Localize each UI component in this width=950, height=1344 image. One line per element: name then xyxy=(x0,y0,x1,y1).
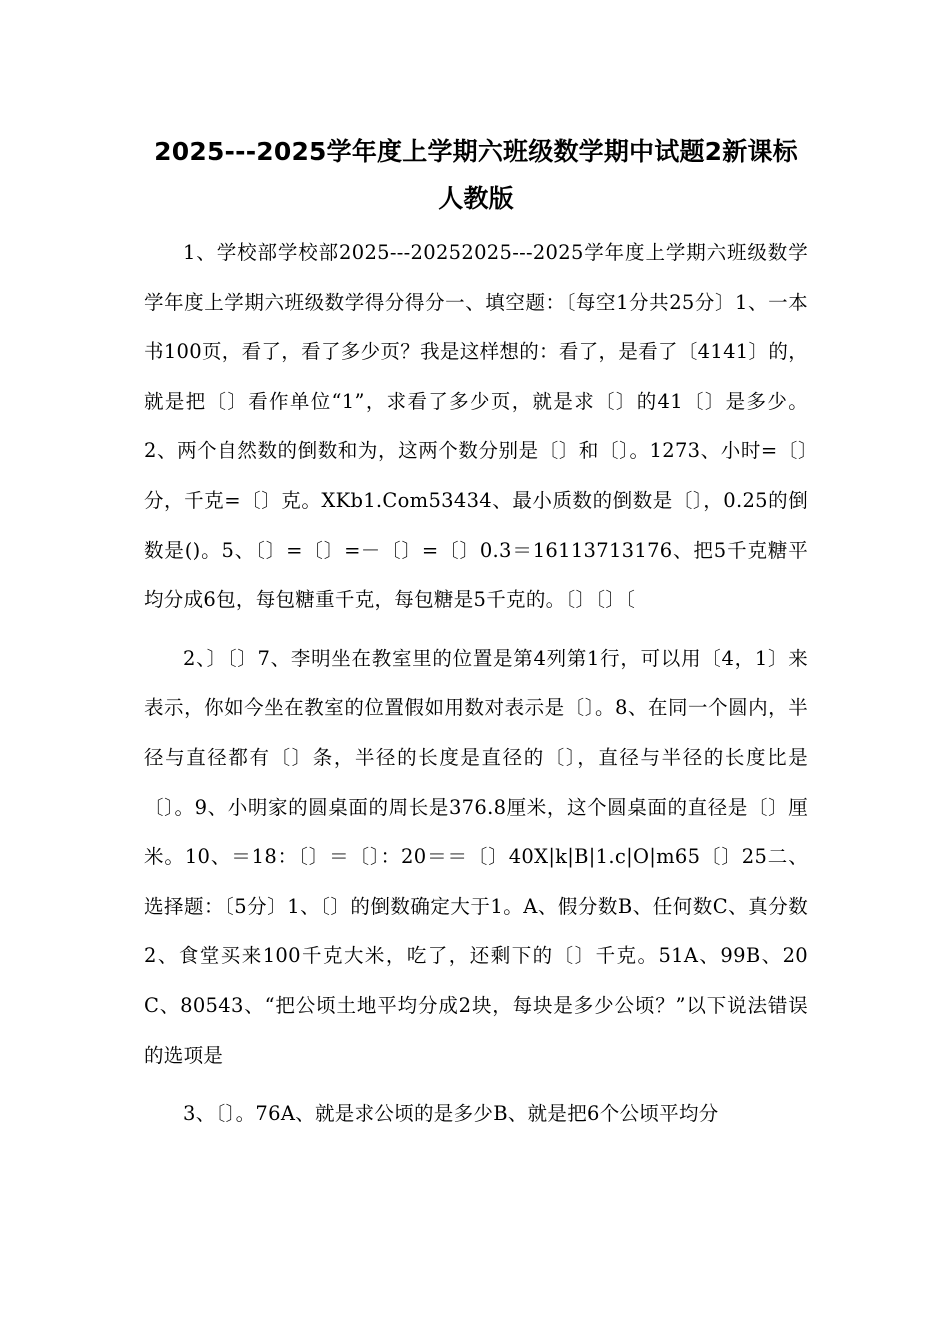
paragraph-2: 2、〕〔〕7、李明坐在教室里的位置是第4列第1行，可以用〔4，1〕来表示，你如今坐在教室的位置假如用数对表示是〔〕。8、在同一个圆内，半径与直径都有〔〕条，半径的长度是直径的〔〕，直径与半径的长度比是〔〕。9、小明家的圆桌面的周长是376.8厘米，这个圆桌面的直径是〔〕厘米。10、＝18：〔〕＝〔〕：20＝＝〔〕40X|k|B|1.c|O|m65〔〕25二、选择题：〔5分〕1、〔〕的倒数确定大于1。A、假分数B、任何数C、真分数2、食堂买来100千克大米，吃了，还剩下的〔〕千克。51A、99B、20C、80543、“把公顷土地平均分成2块，每块是多少公顷？”以下说法错误的选项是 xyxy=(144,646,808,1067)
paragraph-1: 1、学校部学校部2025---20252025---2025学年度上学期六班级数学学年度上学期六班级数学得分得分一、填空题：〔每空1分共25分〕1、一本书100页，看了，看了多少页？我是这样想的：看了，是看了〔4141〕的，就是把〔〕看作单位“1”，求看了多少页，就是求〔〕的41〔〕是多少。2、两个自然数的倒数和为，这两个数分别是〔〕和〔〕。1273、小时=〔〕分，千克=〔〕克。XKb1.Com53434、最小质数的倒数是〔〕，0.25的倒数是()。5、〔〕=〔〕=－〔〕=〔〕0.3＝16113713176、把5千克糖平均分成6包，每包糖重千克，每包糖是5千克的。〔〕〔〕〔 xyxy=(144,241,808,612)
document-title: 2025---2025学年度上学期六班级数学期中试题2新课标人教版 xyxy=(154,137,798,213)
paragraph-3: 3、〔〕。76A、就是求公顷的是多少B、就是把6个公顷平均分 xyxy=(183,1102,719,1126)
